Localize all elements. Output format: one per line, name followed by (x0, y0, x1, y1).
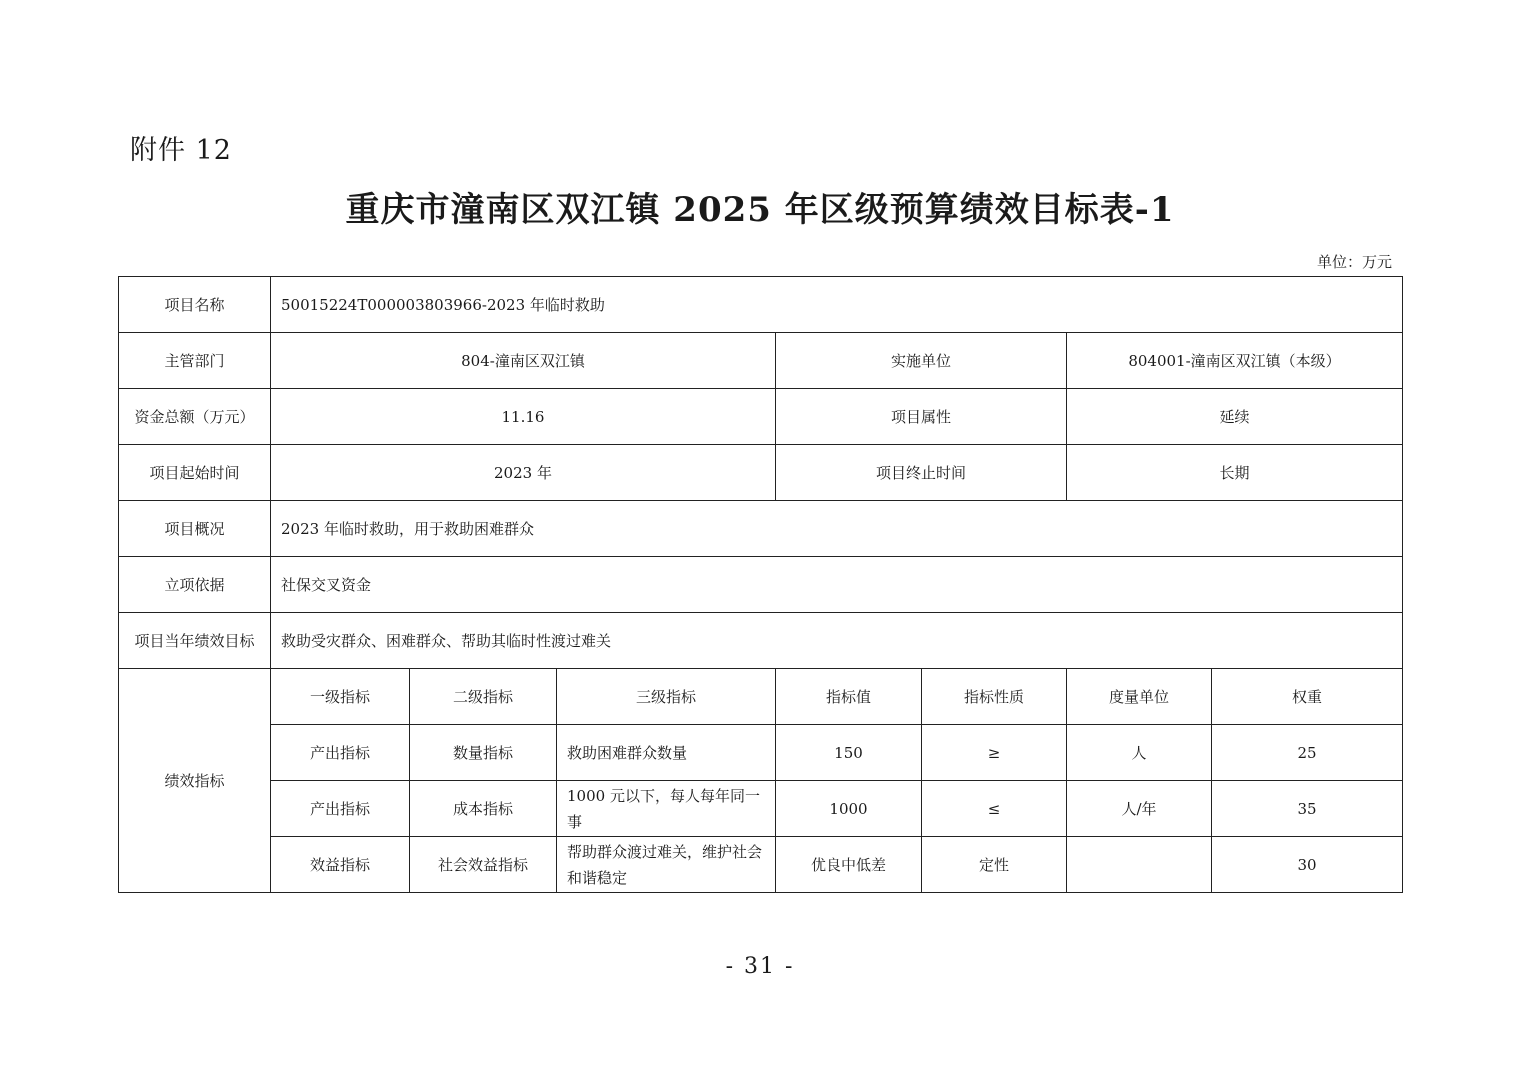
indicator-header-row (119, 669, 1403, 725)
implementing-unit-label: 实施单位 (776, 333, 1067, 389)
project-name-label: 项目名称 (119, 277, 271, 333)
header-level3: 三级指标 (557, 669, 776, 725)
indicator-nature: ≥ (922, 725, 1067, 781)
end-time-label: 项目终止时间 (776, 445, 1067, 501)
indicator-nature: 定性 (922, 837, 1067, 893)
indicator-weight: 30 (1212, 837, 1403, 893)
attachment-label: 附件 12 (130, 135, 232, 166)
end-time-value: 长期 (1067, 445, 1403, 501)
header-unit: 度量单位 (1067, 669, 1212, 725)
department-label: 主管部门 (119, 333, 271, 389)
header-level1: 一级指标 (271, 669, 410, 725)
indicator-row (119, 837, 1403, 893)
overview-value: 2023 年临时救助，用于救助困难群众 (271, 501, 1403, 557)
basis-value: 社保交叉资金 (271, 557, 1403, 613)
indicator-level1: 产出指标 (271, 725, 410, 781)
indicator-unit (1067, 837, 1212, 893)
project-attribute-value: 延续 (1067, 389, 1403, 445)
indicator-value: 1000 (776, 781, 922, 837)
indicator-value: 150 (776, 725, 922, 781)
header-level2: 二级指标 (410, 669, 557, 725)
page-number: - 31 - (725, 954, 795, 979)
annual-goal-value: 救助受灾群众、困难群众、帮助其临时性渡过难关 (271, 613, 1403, 669)
basis-label: 立项依据 (119, 557, 271, 613)
start-time-value: 2023 年 (271, 445, 776, 501)
row-total-funds (119, 389, 1403, 445)
unit-label: 单位：万元 (1316, 253, 1392, 271)
row-annual-goal (119, 613, 1403, 669)
row-time (119, 445, 1403, 501)
overview-label: 项目概况 (119, 501, 271, 557)
project-attribute-label: 项目属性 (776, 389, 1067, 445)
indicator-level1: 产出指标 (271, 781, 410, 837)
indicator-unit: 人/年 (1067, 781, 1212, 837)
row-basis (119, 557, 1403, 613)
indicator-row (119, 781, 1403, 837)
annual-goal-label: 项目当年绩效目标 (119, 613, 271, 669)
start-time-label: 项目起始时间 (119, 445, 271, 501)
implementing-unit-value: 804001-潼南区双江镇（本级） (1067, 333, 1403, 389)
performance-target-table (118, 276, 1403, 893)
indicator-level2: 社会效益指标 (410, 837, 557, 893)
page-title: 重庆市潼南区双江镇 2025 年区级预算绩效目标表-1 (345, 190, 1175, 230)
indicator-level3: 救助困难群众数量 (557, 725, 776, 781)
total-funds-label: 资金总额（万元） (119, 389, 271, 445)
indicator-nature: ≤ (922, 781, 1067, 837)
project-name-value: 50015224T000003803966-2023 年临时救助 (271, 277, 1403, 333)
header-weight: 权重 (1212, 669, 1403, 725)
indicator-unit: 人 (1067, 725, 1212, 781)
total-funds-value: 11.16 (271, 389, 776, 445)
indicator-level2: 成本指标 (410, 781, 557, 837)
indicator-level1: 效益指标 (271, 837, 410, 893)
row-overview (119, 501, 1403, 557)
header-nature: 指标性质 (922, 669, 1067, 725)
header-value: 指标值 (776, 669, 922, 725)
department-value: 804-潼南区双江镇 (271, 333, 776, 389)
row-project-name (119, 277, 1403, 333)
row-department (119, 333, 1403, 389)
indicator-level3: 1000 元以下，每人每年同一事 (557, 781, 776, 837)
indicator-level2: 数量指标 (410, 725, 557, 781)
indicator-weight: 25 (1212, 725, 1403, 781)
indicator-weight: 35 (1212, 781, 1403, 837)
indicator-level3: 帮助群众渡过难关，维护社会和谐稳定 (557, 837, 776, 893)
indicator-row (119, 725, 1403, 781)
indicators-label: 绩效指标 (119, 669, 271, 893)
indicator-value: 优良中低差 (776, 837, 922, 893)
